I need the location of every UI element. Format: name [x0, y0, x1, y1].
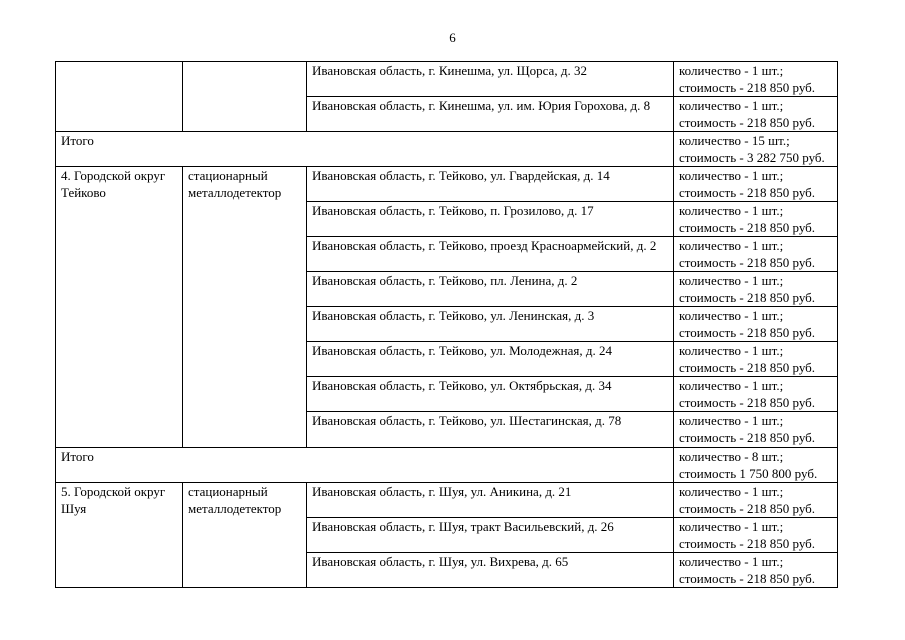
amount-cell: количество - 1 шт.; стоимость - 218 850 руб. — [674, 62, 838, 97]
amount-cell: количество - 8 шт.; стоимость 1 750 800 руб. — [674, 448, 838, 483]
table-row — [56, 62, 838, 97]
amount-cell: количество - 1 шт.; стоимость - 218 850 руб. — [674, 167, 838, 202]
address-cell: Ивановская область, г. Кинешма, ул. им. Юрия Горохова, д. 8 — [307, 97, 674, 132]
total-label-cell: Итого — [56, 448, 674, 483]
address-cell: Ивановская область, г. Тейково, ул. Шестагинская, д. 78 — [307, 412, 674, 448]
amount-cell: количество - 15 шт.; стоимость - 3 282 750 руб. — [674, 132, 838, 167]
address-cell: Ивановская область, г. Тейково, п. Грозилово, д. 17 — [307, 202, 674, 237]
address-cell: Ивановская область, г. Шуя, тракт Васильевский, д. 26 — [307, 518, 674, 553]
district-cell: 5. Городской округ Шуя — [56, 483, 183, 588]
table-row — [56, 167, 838, 202]
amount-cell: количество - 1 шт.; стоимость - 218 850 руб. — [674, 342, 838, 377]
address-cell: Ивановская область, г. Тейково, проезд Красноармейский, д. 2 — [307, 237, 674, 272]
total-row — [56, 132, 838, 167]
amount-cell: количество - 1 шт.; стоимость - 218 850 руб. — [674, 202, 838, 237]
district-cell: 4. Городской округ Тейково — [56, 167, 183, 448]
address-cell: Ивановская область, г. Тейково, ул. Молодежная, д. 24 — [307, 342, 674, 377]
equipment-table — [55, 61, 838, 588]
amount-cell: количество - 1 шт.; стоимость - 218 850 руб. — [674, 377, 838, 412]
address-cell: Ивановская область, г. Тейково, пл. Ленина, д. 2 — [307, 272, 674, 307]
address-cell: Ивановская область, г. Тейково, ул. Ленинская, д. 3 — [307, 307, 674, 342]
amount-cell: количество - 1 шт.; стоимость - 218 850 руб. — [674, 272, 838, 307]
total-row — [56, 448, 838, 483]
amount-cell: количество - 1 шт.; стоимость - 218 850 руб. — [674, 412, 838, 448]
address-cell: Ивановская область, г. Кинешма, ул. Щорса, д. 32 — [307, 62, 674, 97]
type-cell — [183, 62, 307, 132]
amount-cell: количество - 1 шт.; стоимость - 218 850 руб. — [674, 97, 838, 132]
address-cell: Ивановская область, г. Тейково, ул. Гвардейская, д. 14 — [307, 167, 674, 202]
amount-cell: количество - 1 шт.; стоимость - 218 850 руб. — [674, 553, 838, 588]
amount-cell: количество - 1 шт.; стоимость - 218 850 руб. — [674, 307, 838, 342]
amount-cell: количество - 1 шт.; стоимость - 218 850 руб. — [674, 237, 838, 272]
table-row — [56, 483, 838, 518]
amount-cell: количество - 1 шт.; стоимость - 218 850 руб. — [674, 483, 838, 518]
type-cell: стационарный металлодетектор — [183, 167, 307, 448]
page-number: 6 — [449, 30, 456, 45]
amount-cell: количество - 1 шт.; стоимость - 218 850 руб. — [674, 518, 838, 553]
district-cell — [56, 62, 183, 132]
address-cell: Ивановская область, г. Шуя, ул. Аникина, д. 21 — [307, 483, 674, 518]
total-label-cell: Итого — [56, 132, 674, 167]
type-cell: стационарный металлодетектор — [183, 483, 307, 588]
address-cell: Ивановская область, г. Тейково, ул. Октябрьская, д. 34 — [307, 377, 674, 412]
address-cell: Ивановская область, г. Шуя, ул. Вихрева, д. 65 — [307, 553, 674, 588]
